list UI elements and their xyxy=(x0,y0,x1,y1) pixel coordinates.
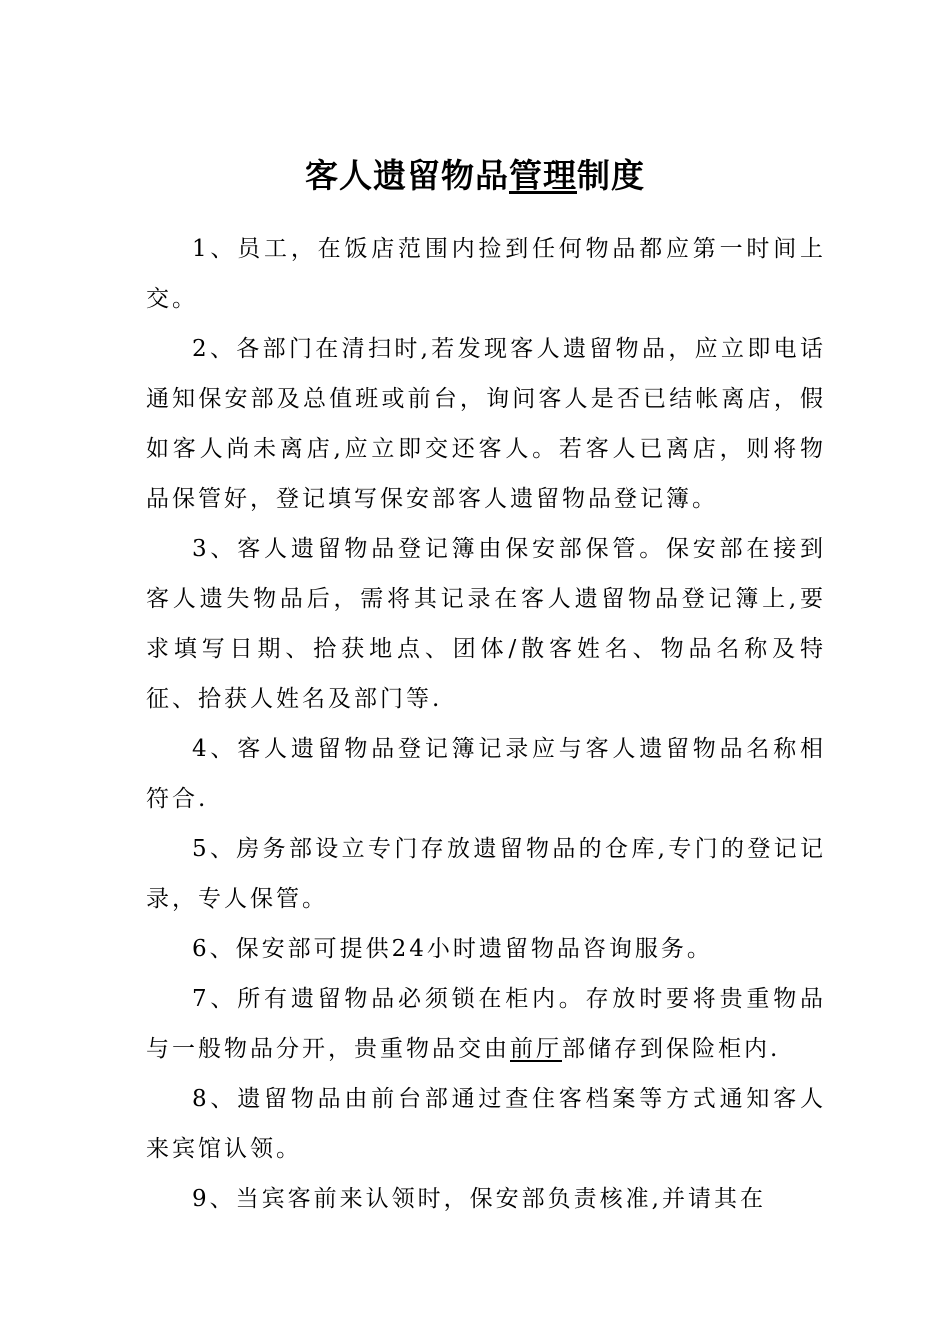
paragraph-4: 4、客人遗留物品登记簿记录应与客人遗留物品名称相符合. xyxy=(146,736,826,812)
paragraph-5: 5、房务部设立专门存放遗留物品的仓库,专门的登记记录，专人保管。 xyxy=(146,836,826,912)
paragraph-2: 2、各部门在清扫时,若发现客人遗留物品，应立即电话通知保安部及总值班或前台，询问客人是否已结帐离店，假如客人尚未离店,应立即交还客人。若客人已离店，则将物品保管好，登记填写保安部客人遗留物品登记簿。 xyxy=(146,336,826,512)
paragraph-7-before: 7、所有遗留物品必须锁在柜内。存放时要将贵重物品与一般物品分开，贵重物品交由 xyxy=(146,986,826,1062)
document-body xyxy=(146,224,826,1224)
paragraph-7-underlined: 前厅 xyxy=(510,1036,562,1062)
paragraph-7 xyxy=(146,974,826,1074)
paragraph-3: 3、客人遗留物品登记簿由保安部保管。保安部在接到客人遗失物品后，需将其记录在客人遗留物品登记簿上,要求填写日期、拾获地点、团体/散客姓名、物品名称及特征、拾获人姓名及部门等. xyxy=(146,536,826,712)
paragraph-8: 8、遗留物品由前台部通过查住客档案等方式通知客人来宾馆认领。 xyxy=(146,1086,826,1162)
title-underlined-word: 管理 xyxy=(509,156,577,195)
paragraph-1: 1、员工，在饭店范围内捡到任何物品都应第一时间上交。 xyxy=(146,236,826,312)
title-part-3: 制度 xyxy=(577,156,645,195)
paragraph-6: 6、保安部可提供24小时遗留物品咨询服务。 xyxy=(192,936,713,962)
document-title xyxy=(0,150,950,202)
paragraph-9: 9、当宾客前来认领时，保安部负责核准,并请其在 xyxy=(192,1186,766,1212)
title-part-1: 客人遗留物品 xyxy=(305,156,509,195)
paragraph-7-after: 部储存到保险柜内. xyxy=(562,1036,781,1062)
